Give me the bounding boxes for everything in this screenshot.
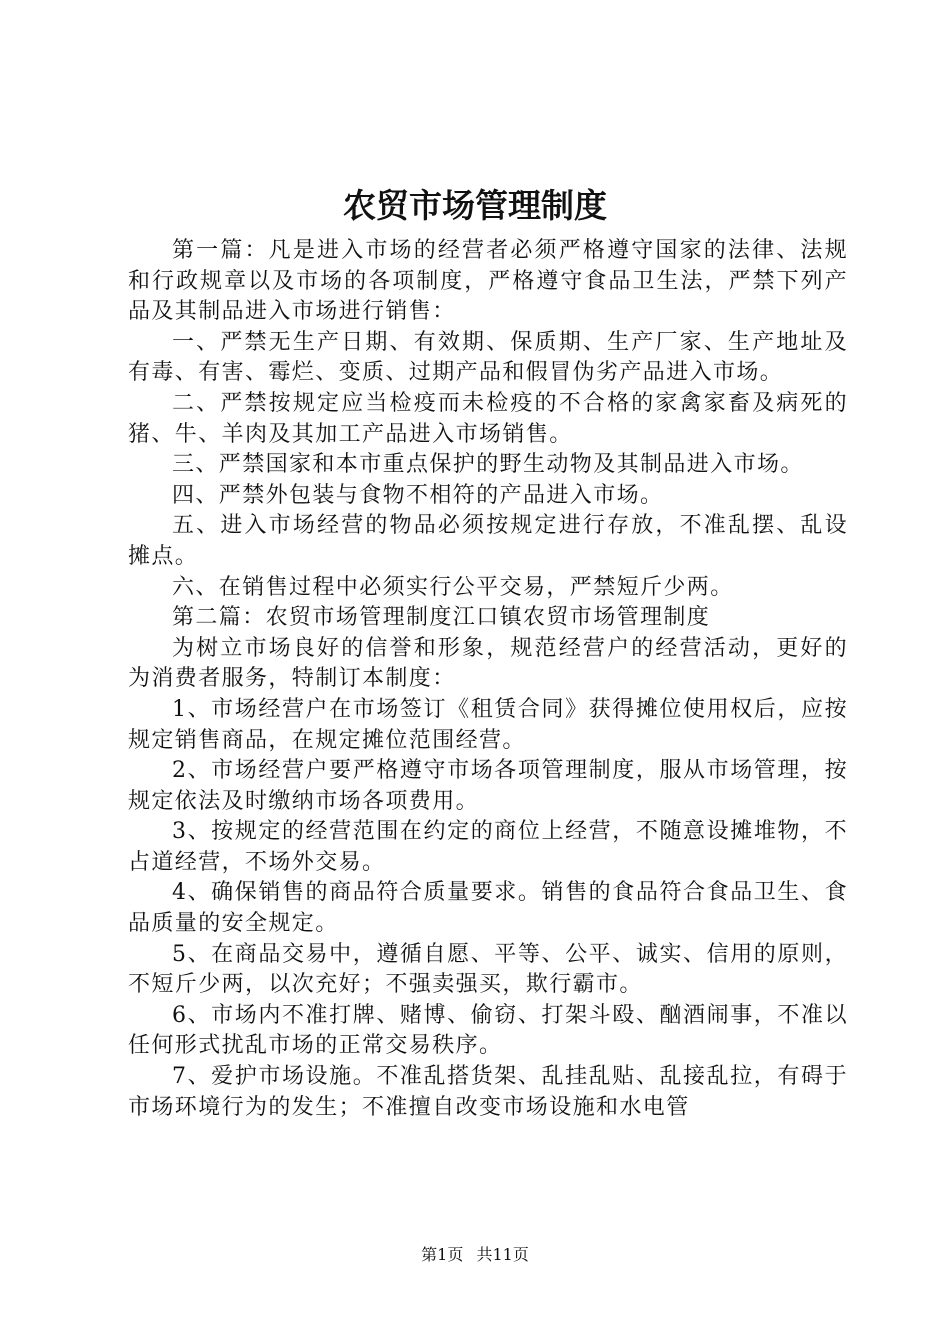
document-title: 农贸市场管理制度 bbox=[343, 186, 607, 225]
page-number: 第1页 bbox=[421, 1245, 464, 1264]
paragraph: 六、在销售过程中必须实行公平交易，严禁短斤少两。 bbox=[172, 574, 734, 600]
paragraph: 6、市场内不准打牌、赌博、偷窃、打架斗殴、酗酒闹事，不准以任何形式扰乱市场的正常交易秩序。 bbox=[128, 1002, 848, 1059]
paragraph: 一、严禁无生产日期、有效期、保质期、生产厂家、生产地址及有毒、有害、霉烂、变质、过期产品和假冒伪劣产品进入市场。 bbox=[128, 329, 848, 386]
paragraph: 2、市场经营户要严格遵守市场各项管理制度，服从市场管理，按规定依法及时缴纳市场各项费用。 bbox=[128, 758, 848, 814]
paragraph: 1、市场经营户在市场签订《租赁合同》获得摊位使用权后，应按规定销售商品，在规定摊位范围经营。 bbox=[128, 696, 848, 753]
paragraph: 7、爱护市场设施。不准乱搭货架、乱挂乱贴、乱接乱拉，有碍于市场环境行为的发生；不准擅自改变市场设施和水电管 bbox=[128, 1064, 848, 1120]
paragraph: 四、严禁外包装与食物不相符的产品进入市场。 bbox=[172, 482, 664, 508]
paragraph: 3、按规定的经营范围在约定的商位上经营，不随意设摊堆物，不占道经营，不场外交易。 bbox=[128, 819, 848, 875]
paragraph: 为树立市场良好的信誉和形象，规范经营户的经营活动，更好的为消费者服务，特制订本制度： bbox=[128, 635, 848, 692]
page-footer bbox=[0, 1244, 950, 1266]
document-body bbox=[128, 236, 848, 1123]
paragraph: 三、严禁国家和本市重点保护的野生动物及其制品进入市场。 bbox=[172, 452, 804, 478]
paragraph: 五、进入市场经营的物品必须按规定进行存放，不准乱摆、乱设摊点。 bbox=[128, 513, 848, 569]
paragraph: 二、严禁按规定应当检疫而未检疫的不合格的家禽家畜及病死的猪、牛、羊肉及其加工产品进入市场销售。 bbox=[128, 390, 848, 447]
paragraph: 5、在商品交易中，遵循自愿、平等、公平、诚实、信用的原则，不短斤少两，以次充好；不强卖强买，欺行霸市。 bbox=[128, 941, 848, 998]
paragraph: 第二篇：农贸市场管理制度江口镇农贸市场管理制度 bbox=[172, 605, 711, 631]
paragraph: 第一篇：凡是进入市场的经营者必须严格遵守国家的法律、法规和行政规章以及市场的各项制度，严格遵守食品卫生法，严禁下列产品及其制品进入市场进行销售： bbox=[128, 238, 848, 325]
paragraph: 4、确保销售的商品符合质量要求。销售的食品符合食品卫生、食品质量的安全规定。 bbox=[128, 880, 848, 937]
page-total: 共11页 bbox=[476, 1245, 529, 1264]
